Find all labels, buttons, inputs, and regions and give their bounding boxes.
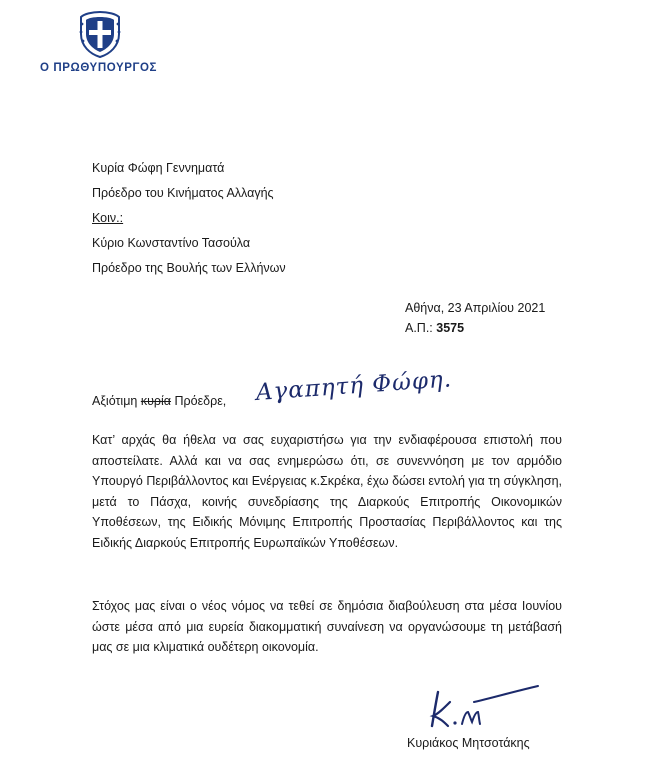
cc-recipient-name: Κύριο Κωνσταντίνο Τασούλα	[92, 236, 251, 250]
body-paragraph-1: Κατ’ αρχάς θα ήθελα να σας ευχαριστήσω για την ενδιαφέρουσα επιστολή που αποστείλατε. Αλλά και να σας ενημερώσω ότι, σε συνεννόηση με τον αρμόδιο Υπουργό Περιβάλλοντος και Ενέργειας κ.Σκρέκα, έχω δώσει εντολή για τη σύγκληση, μετά το Πάσχα, κοινής συνεδρίασης της Διαρκούς Επιτροπής Οικονομικών Υποθέσεων, της Ειδικής Μόνιμης Επιτροπής Προστασίας Περιβάλλοντος και της Ειδικής Διαρκούς Επιτροπής Ευρωπαϊκών Υποθέσεων.	[92, 433, 562, 550]
salutation-end: Πρόεδρε,	[171, 394, 227, 408]
office-title: Ο ΠΡΩΘΥΠΟΥΡΓΟΣ	[40, 62, 158, 74]
reference-label: Α.Π.:	[405, 321, 433, 335]
handwritten-signature-icon	[424, 680, 544, 738]
signer-name: Κυριάκος Μητσοτάκης	[407, 736, 530, 750]
salutation-start: Αξιότιμη	[92, 394, 141, 408]
salutation	[92, 394, 226, 408]
reference-value: 3575	[436, 321, 465, 335]
reference-number	[405, 321, 464, 335]
cc-label: Κοιν.:	[92, 211, 124, 225]
handwritten-greeting: Αγαπητή Φώφη.	[255, 366, 453, 406]
salutation-struck-word: κυρία	[140, 394, 172, 408]
body-paragraph-2: Στόχος μας είναι ο νέος νόμος να τεθεί σε δημόσια διαβούλευση στα μέσα Ιουνίου ώστε μέσα από μια ευρεία διακομματική συναίνεση να οργανώσουμε τη μετάβασή μας σε μια κλιματικά ουδέτερη οικονομία.	[92, 599, 562, 654]
recipient-name: Κυρία Φώφη Γεννηματά	[92, 161, 225, 175]
cc-recipient-title: Πρόεδρο της Βουλής των Ελλήνων	[92, 261, 286, 275]
greek-coat-of-arms-icon	[78, 10, 122, 58]
recipient-title: Πρόεδρο του Κινήματος Αλλαγής	[92, 186, 274, 200]
letter-date: Αθήνα, 23 Απριλίου 2021	[405, 301, 546, 315]
